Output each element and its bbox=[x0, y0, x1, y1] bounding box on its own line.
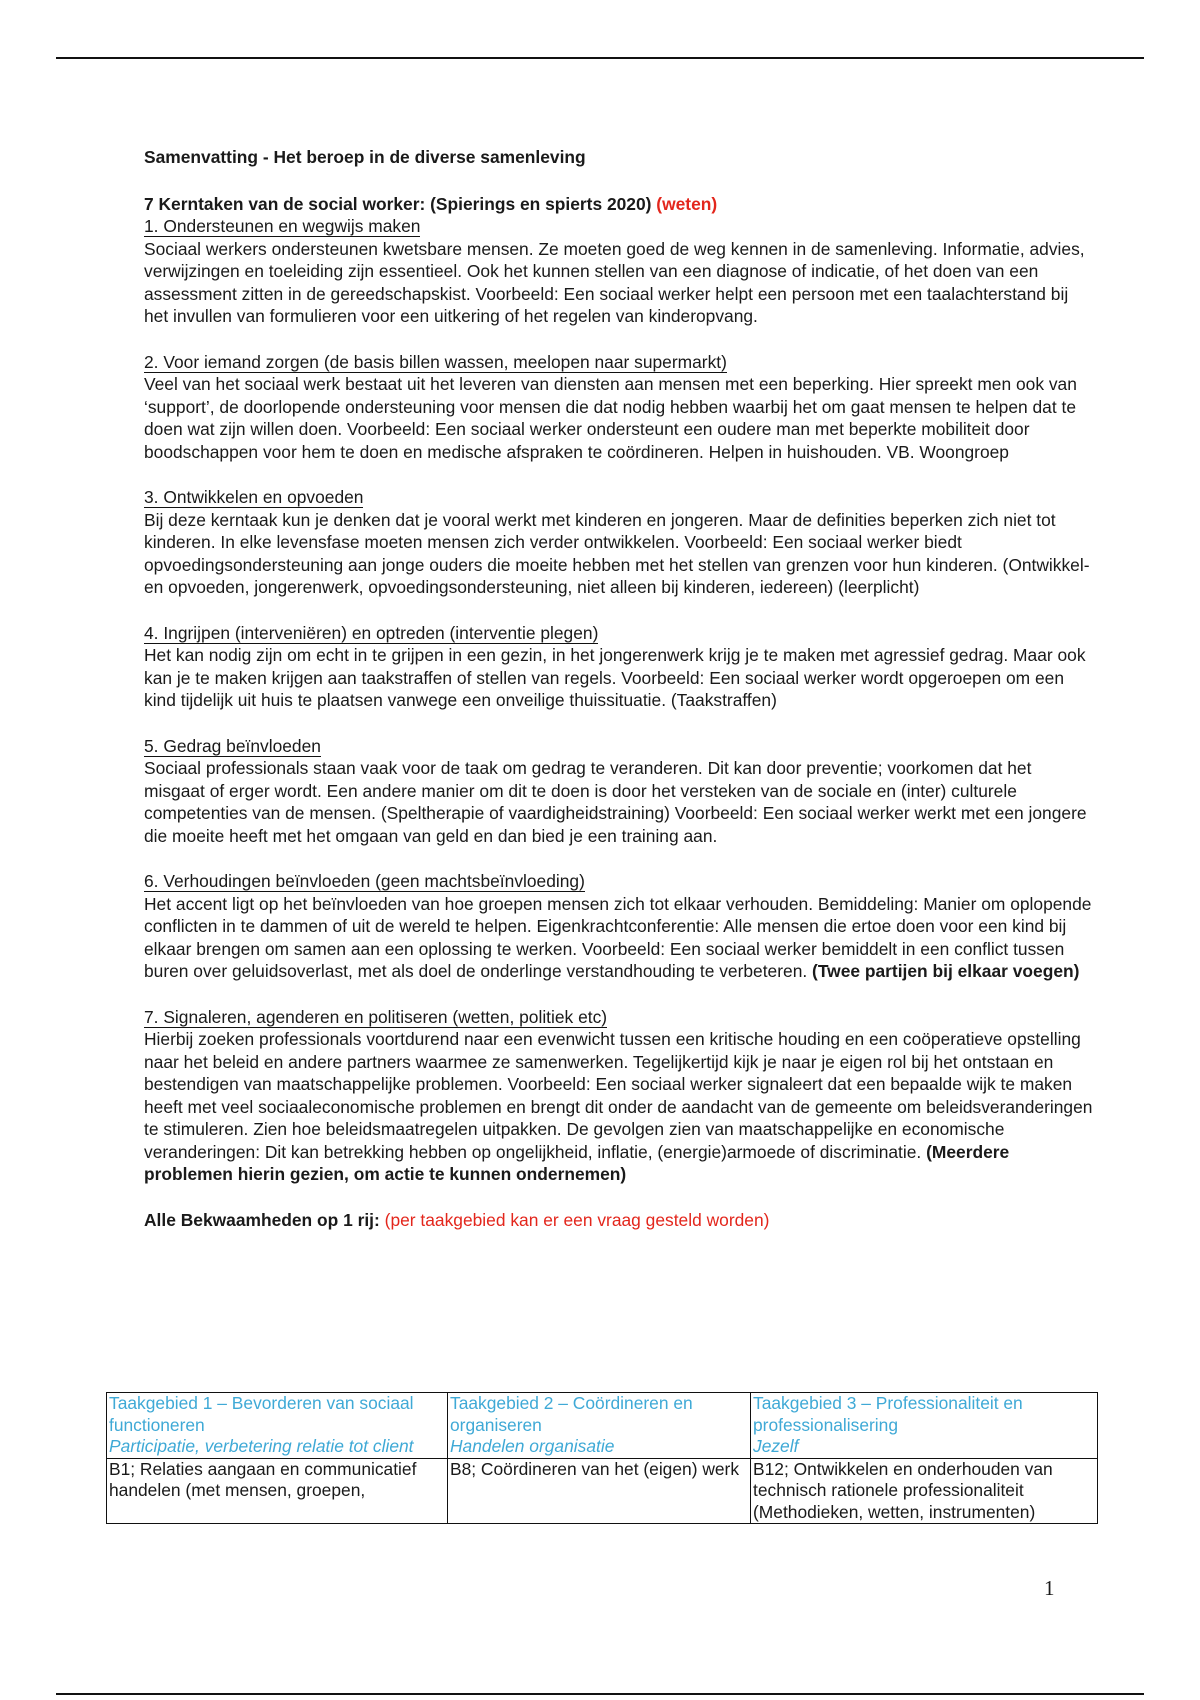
document-title: Samenvatting - Het beroep in de diverse samenleving bbox=[144, 147, 586, 167]
section-title: 3. Ontwikkelen en opvoeden bbox=[144, 487, 364, 507]
section-body: Veel van het sociaal werk bestaat uit het leveren van diensten aan mensen met een beperking. Hier spreekt men ook van ‘support’, de doorlopende ondersteuning voor mensen die dat nodig hebben waarbij het om gaat mensen te helpen dat te doen wat zijn willen doen. Voorbeeld: Een sociaal werker ondersteunt een oudere man met beperkte mobiliteit door boodschappen voor hem te doen en medische afspraken te coördineren. Helpen in huishouden. VB. Woongroep bbox=[144, 374, 1077, 462]
section-4 bbox=[144, 622, 1094, 712]
section-2 bbox=[144, 351, 1094, 464]
kerntaken-note: (weten) bbox=[656, 193, 718, 214]
taakgebied-title: Taakgebied 1 – Bevorderen van sociaal functioneren bbox=[109, 1393, 414, 1435]
section-title: 1. Ondersteunen en wegwijs maken bbox=[144, 216, 421, 236]
section-6 bbox=[144, 870, 1094, 983]
top-rule bbox=[56, 57, 1144, 59]
section-3 bbox=[144, 486, 1094, 599]
section-1 bbox=[144, 215, 1094, 328]
section-body: Bij deze kerntaak kun je denken dat je vooral werkt met kinderen en jongeren. Maar de definities beperken zich niet tot kinderen. In elke levensfase moeten mensen zich verder ontwikkelen. Voorbeeld: Een sociaal werker biedt opvoedingsondersteuning aan jonge ouders die moeite hebben met het stellen van grenzen voor hun kinderen. (Ontwikkel- en opvoeden, jongerenwerk, opvoedingsondersteuning, niet alleen bij kinderen, iedereen) (leerplicht) bbox=[144, 509, 1090, 597]
table-cell: B8; Coördineren van het (eigen) werk bbox=[448, 1458, 751, 1524]
section-body-text: Het accent ligt op het beïnvloeden van hoe groepen mensen zich tot elkaar verhouden. Bemiddeling: Manier om oplopende conflicten in te dammen of uit de wereld te helpen. Eigenkrachtconferentie: Alle mensen die ertoe doen voor een kind bij elkaar brengen om samen aan een oplossing te werken. Voorbeeld: Een sociaal werker bemiddelt in een conflict tussen buren over geluidsoverlast, met als doel de onderlinge verstandhouding te verbeteren. bbox=[144, 893, 1092, 981]
table-cell: B12; Ontwikkelen en onderhouden van technisch rationele professionaliteit (Methodieken, wetten, instrumenten) bbox=[751, 1458, 1098, 1524]
section-5 bbox=[144, 735, 1094, 848]
taakgebied-title: Taakgebied 3 – Professionaliteit en professionalisering bbox=[753, 1393, 1023, 1435]
kerntaken-heading: 7 Kerntaken van de social worker: (Spierings en spierts 2020) bbox=[144, 193, 652, 214]
table-header-row bbox=[107, 1393, 1098, 1459]
table-header-cell bbox=[751, 1393, 1098, 1459]
section-title: 4. Ingrijpen (interveniëren) en optreden (interventie plegen) bbox=[144, 622, 599, 643]
section-title: 6. Verhoudingen beïnvloeden (geen machtsbeïnvloeding) bbox=[144, 871, 585, 891]
section-title: 7. Signaleren, agenderen en politiseren (wetten, politiek etc) bbox=[144, 1006, 608, 1027]
taakgebied-subtitle: Handelen organisatie bbox=[450, 1436, 615, 1456]
bekwaamheden-heading: Alle Bekwaamheden op 1 rij: bbox=[144, 1209, 380, 1230]
table-cell: B1; Relaties aangaan en communicatief handelen (met mensen, groepen, bbox=[107, 1458, 448, 1524]
section-bold-tail: (Meerdere problemen hierin gezien, om actie te kunnen ondernemen) bbox=[144, 1141, 1010, 1184]
section-title: 2. Voor iemand zorgen (de basis billen wassen, meelopen naar supermarkt) bbox=[144, 351, 727, 372]
page-number: 1 bbox=[1044, 1576, 1055, 1600]
document-body bbox=[144, 146, 1094, 1231]
bottom-rule bbox=[56, 1693, 1144, 1695]
table-header-cell bbox=[107, 1393, 448, 1459]
table-header-cell bbox=[448, 1393, 751, 1459]
taakgebied-subtitle: Jezelf bbox=[753, 1436, 799, 1456]
bekwaamheden-heading-line bbox=[144, 1209, 1094, 1232]
section-body: Sociaal professionals staan vaak voor de taak om gedrag te veranderen. Dit kan door preventie; voorkomen dat het misgaat of erger wordt. Een andere manier om dit te doen is door het versteken van de sociale en (inter) culturele competenties van de mensen. (Speltherapie of vaardigheidstraining) Voorbeeld: Een sociaal werker werkt met een jongere die moeite heeft met het omgaan van geld en dan bied je een training aan. bbox=[144, 758, 1087, 846]
section-bold-tail: (Twee partijen bij elkaar voegen) bbox=[812, 961, 1080, 981]
section-title: 5. Gedrag beïnvloeden bbox=[144, 735, 321, 756]
kerntaken-heading-line bbox=[144, 193, 1094, 216]
bekwaamheden-table bbox=[106, 1392, 1098, 1524]
section-body-text: Hierbij zoeken professionals voortdurend naar een evenwicht tussen een kritische houding en een coöperatieve opstelling naar het beleid en andere partners waarmee ze samenwerken. Tegelijkertijd kijk je naar je eigen rol bij het ontstaan en bestendigen van maatschappelijke problemen. Voorbeeld: Een sociaal werker signaleert dat een bepaalde wijk te maken heeft met veel sociaaleconomische problemen en brengt dit onder de aandacht van de gemeente om beleidsveranderingen te stimuleren. Zien hoe beleidsmaatregelen uitpakken. De gevolgen zien van maatschappelijke en economische veranderingen: Dit kan betrekking hebben op ongelijkheid, inflatie, (energie)armoede of discriminatie. bbox=[144, 1029, 1093, 1162]
table-row bbox=[107, 1458, 1098, 1524]
taakgebied-title: Taakgebied 2 – Coördineren en organiseren bbox=[450, 1393, 693, 1435]
bekwaamheden-note: (per taakgebied kan er een vraag gesteld worden) bbox=[384, 1209, 770, 1230]
section-body: Het kan nodig zijn om echt in te grijpen in een gezin, in het jongerenwerk krijg je te maken met agressief gedrag. Maar ook kan je te maken krijgen aan taakstraffen of stellen van regels. Voorbeeld: Een sociaal werker wordt opgeroepen om een kind tijdelijk uit huis te plaatsen vanwege een onveilige thuissituatie. (Taakstraffen) bbox=[144, 645, 1086, 710]
section-body bbox=[144, 1028, 1094, 1186]
section-body: Sociaal werkers ondersteunen kwetsbare mensen. Ze moeten goed de weg kennen in de samenleving. Informatie, advies, verwijzingen en toeleiding zijn essentieel. Ook het kunnen stellen van een diagnose of indicatie, of het doen van een assessment zitten in de gereedschapskist. Voorbeeld: Een sociaal werker helpt een persoon met een taalachterstand bij het invullen van formulieren voor een uitkering of het regelen van kinderopvang. bbox=[144, 238, 1085, 326]
section-7 bbox=[144, 1006, 1094, 1186]
section-body bbox=[144, 893, 1094, 983]
taakgebied-subtitle: Participatie, verbetering relatie tot client bbox=[109, 1436, 414, 1456]
